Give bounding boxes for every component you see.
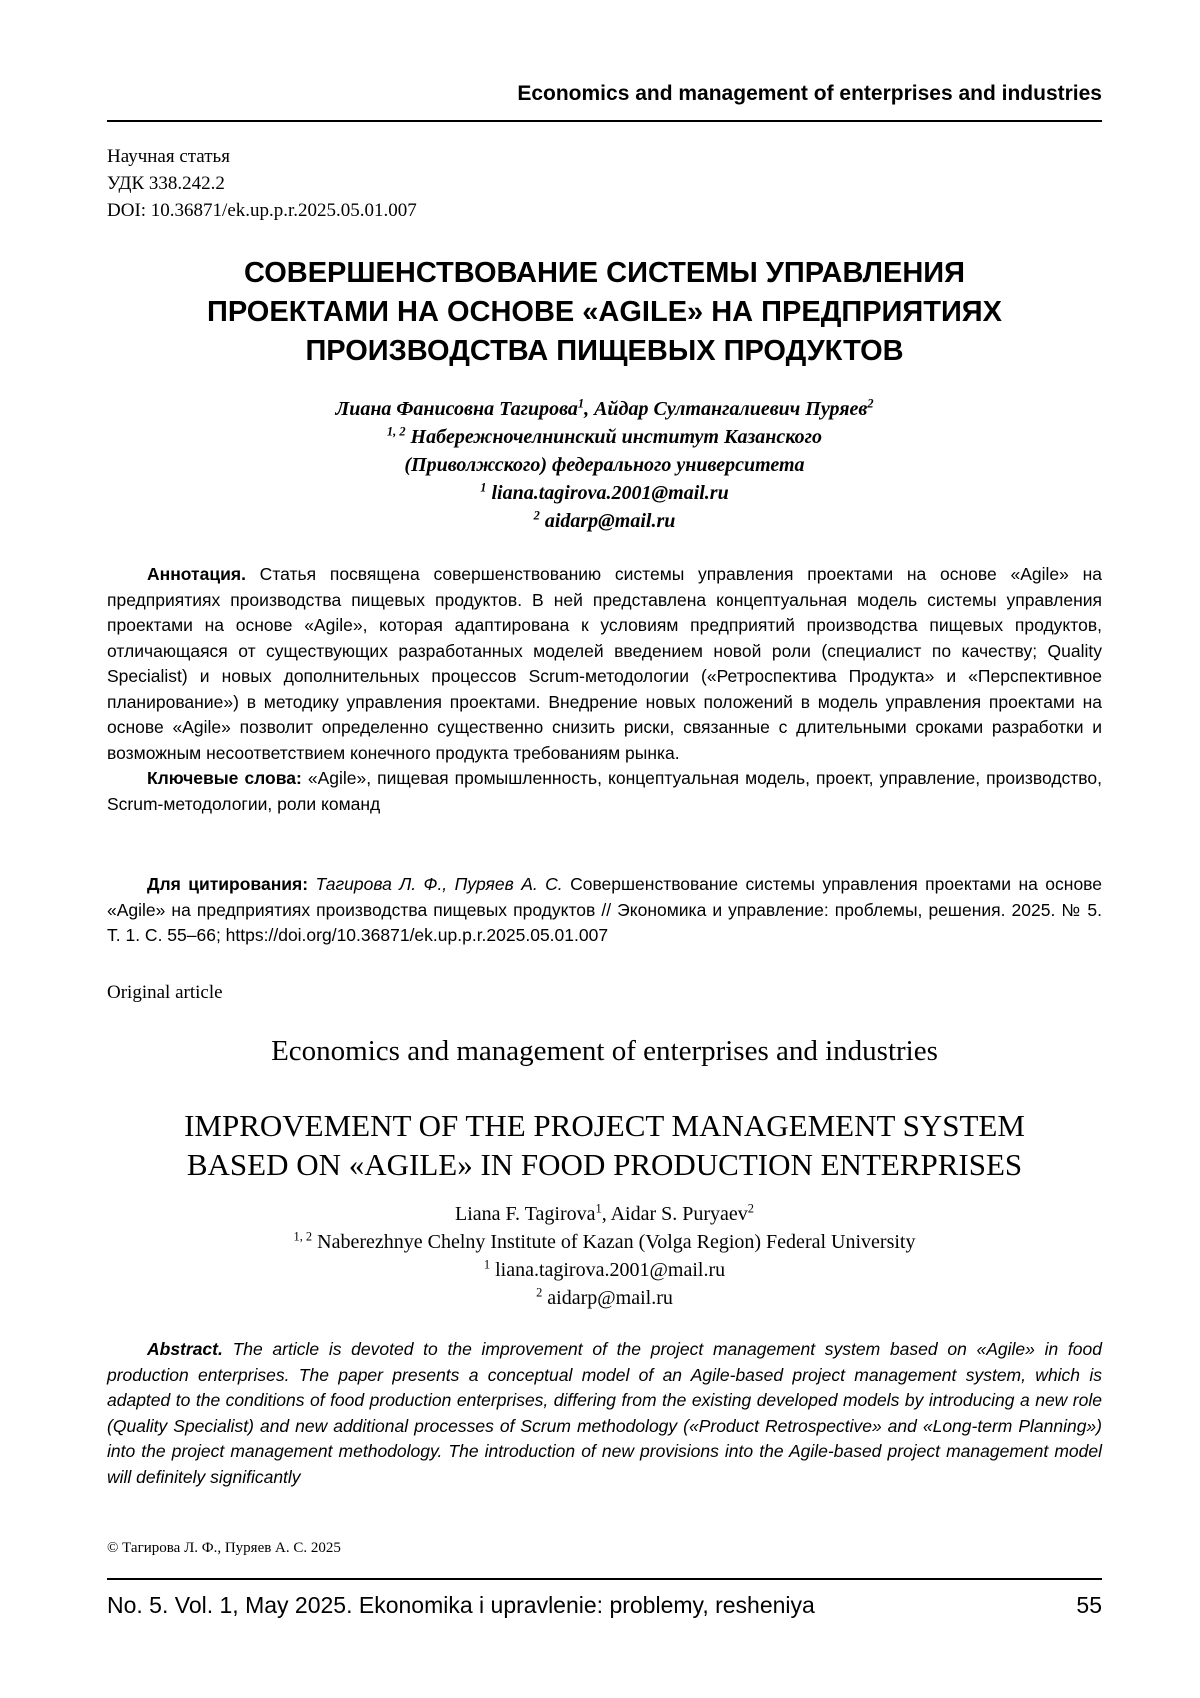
ru-affiliation-line-2: (Приволжского) федерального университета — [107, 451, 1102, 479]
citation — [107, 872, 1102, 949]
en-email-2-sup: 2 — [536, 1285, 542, 1299]
ru-author-2-sup: 2 — [867, 396, 873, 410]
ru-title-line: ПРОЕКТАМИ НА ОСНОВЕ «AGILE» НА ПРЕДПРИЯТИЯХ — [107, 293, 1102, 332]
ru-abstract-block — [107, 562, 1102, 817]
udc-code: УДК 338.242.2 — [107, 170, 417, 197]
ru-keywords-label: Ключевые слова: — [147, 768, 302, 788]
en-affiliation — [107, 1228, 1102, 1256]
en-abstract-block — [107, 1337, 1102, 1490]
article-type: Научная статья — [107, 143, 417, 170]
footer-rule — [107, 1578, 1102, 1580]
ru-keywords — [107, 766, 1102, 817]
en-authors — [107, 1200, 1102, 1228]
en-author-1: Liana F. Tagirova — [455, 1203, 595, 1225]
ru-keywords-text: «Agile», пищевая промышленность, концептуальная модель, проект, управление, производство, Scrum-методологии, роли команд — [107, 768, 1102, 814]
ru-email-2-sup: 2 — [534, 508, 540, 522]
ru-author-1-sup: 1 — [578, 396, 584, 410]
en-author-sep: , — [602, 1203, 611, 1225]
en-section-heading: Economics and management of enterprises and industries — [107, 1035, 1102, 1068]
ru-authors-block — [107, 395, 1102, 535]
en-affil-sup: 1, 2 — [294, 1229, 313, 1243]
running-header: Economics and management of enterprises and industries — [107, 82, 1102, 106]
citation-authors: Тагирова Л. Ф., Пуряев А. С. — [308, 874, 563, 894]
en-title-line: IMPROVEMENT OF THE PROJECT MANAGEMENT SYSTEM — [107, 1106, 1102, 1145]
ru-email-2 — [107, 507, 1102, 535]
citation-text: Совершенствование системы управления проектами на основе «Agile» на предприятиях производства пищевых продуктов // Экономика и управление: проблемы, решения. 2025. № 5. Т. 1. С. 55–66; https://doi.org/10.36871/ek.up.p.r.2025.05.01.007 — [107, 874, 1102, 945]
ru-title-line: ПРОИЗВОДСТВА ПИЩЕВЫХ ПРОДУКТОВ — [107, 332, 1102, 371]
ru-email-1 — [107, 479, 1102, 507]
ru-authors — [107, 395, 1102, 423]
en-abstract-text: The article is devoted to the improvement of the project management system based on «Agile» in food production enterprises. The paper presents a conceptual model of an Agile-based project management system, which is adapted to the conditions of food production enterprises, differing from the existing developed models by introducing a new role (Quality Specialist) and new additional processes of Scrum methodology («Product Retrospective» and «Long-term Planning») into the project management methodology. The introduction of new provisions into the Agile-based project management model will definitely significantly — [107, 1339, 1102, 1487]
en-author-2-sup: 2 — [748, 1201, 754, 1215]
en-email-1 — [107, 1256, 1102, 1284]
header-rule — [107, 120, 1102, 122]
ru-abstract-text: Статья посвящена совершенствованию системы управления проектами на основе «Agile» на предприятиях производства пищевых продуктов. В ней представлена концептуальная модель системы управления проектами на основе «Agile», которая адаптирована к условиям предприятий производства пищевых продуктов, отличающаяся от существующих разработанных моделей введением новой роли (специалист по качеству; Quality Specialist) и новых дополнительных процессов Scrum-методологии («Ретроспектива Продукта» и «Перспективное планирование») в методику управления проектами. Внедрение новых положений в модель управления проектами на основе «Agile» позволит определенно существенно снизить риски, связанные с длительными сроками разработки и возможным несоответствием конечного продукта требованиям рынка. — [107, 564, 1102, 763]
en-email-1-text: liana.tagirova.2001@mail.ru — [490, 1259, 725, 1281]
en-email-1-sup: 1 — [484, 1257, 490, 1271]
ru-email-2-text: aidarp@mail.ru — [540, 510, 676, 532]
ru-title — [107, 254, 1102, 371]
en-author-2: Aidar S. Puryaev — [611, 1203, 748, 1225]
page-number: 55 — [1076, 1592, 1102, 1619]
en-title — [107, 1106, 1102, 1184]
article-meta — [107, 143, 417, 224]
footer-journal: No. 5. Vol. 1, May 2025. Ekonomika i upravlenie: problemy, resheniya — [107, 1592, 815, 1619]
en-email-2-text: aidarp@mail.ru — [542, 1287, 673, 1309]
doi: DOI: 10.36871/ek.up.p.r.2025.05.01.007 — [107, 197, 417, 224]
ru-abstract-label: Аннотация. — [147, 564, 246, 584]
en-abstract — [107, 1337, 1102, 1490]
ru-title-line: СОВЕРШЕНСТВОВАНИЕ СИСТЕМЫ УПРАВЛЕНИЯ — [107, 254, 1102, 293]
ru-abstract — [107, 562, 1102, 766]
ru-affil-text-1: Набережночелнинский институт Казанского — [406, 426, 823, 448]
ru-author-2: Айдар Султангалиевич Пуряев — [594, 398, 867, 420]
en-authors-block — [107, 1200, 1102, 1312]
en-article-type: Original article — [107, 982, 223, 1004]
en-affil-text: Naberezhnye Chelny Institute of Kazan (Volga Region) Federal University — [312, 1231, 915, 1253]
en-title-line: BASED ON «AGILE» IN FOOD PRODUCTION ENTERPRISES — [107, 1145, 1102, 1184]
ru-affiliation-line-1 — [107, 423, 1102, 451]
en-abstract-label: Abstract. — [147, 1339, 223, 1359]
ru-affil-sup: 1, 2 — [387, 424, 406, 438]
copyright: © Тагирова Л. Ф., Пуряев А. С. 2025 — [107, 1540, 341, 1557]
ru-email-1-text: liana.tagirova.2001@mail.ru — [486, 482, 728, 504]
citation-label: Для цитирования: — [147, 874, 308, 894]
en-author-1-sup: 1 — [595, 1201, 601, 1215]
en-email-2 — [107, 1284, 1102, 1312]
ru-email-1-sup: 1 — [480, 480, 486, 494]
ru-author-1: Лиана Фанисовна Тагирова — [335, 398, 577, 420]
ru-author-sep: , — [584, 398, 594, 420]
citation-block — [107, 872, 1102, 949]
